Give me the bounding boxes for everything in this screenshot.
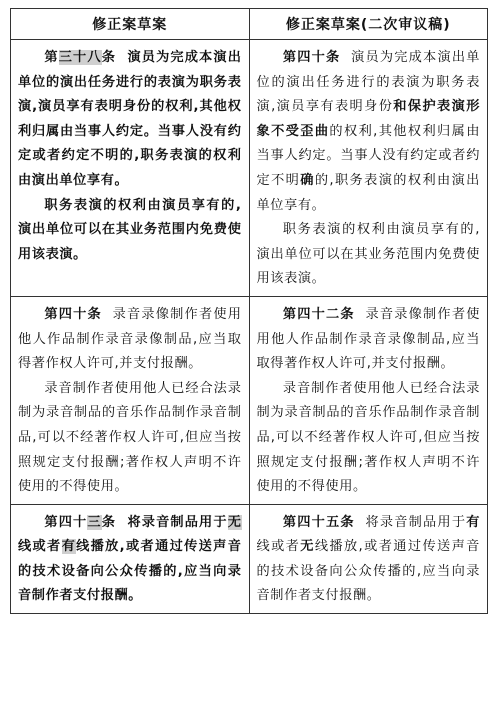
bold-change: 有 — [466, 514, 480, 530]
cell-left-row1 — [11, 40, 250, 297]
paragraph: 职务表演的权利由演员享有的,演出单位可以在其业务范围内免费使用该表演。 — [256, 222, 480, 287]
comparison-table — [10, 8, 488, 614]
cell-right-row3 — [249, 504, 488, 613]
article-number: 第四十三条 — [44, 514, 117, 530]
highlight-change: 有 — [61, 539, 77, 555]
article-number: 第四十二条 — [282, 306, 355, 322]
paragraph: 第四十条 演员为完成本演出单位的演出任务进行的表演为职务表演,演员享有表明身份和保护表演形象不受歪曲的权利,其他权利归属由当事人约定。当事人没有约定或者约定不明确的,职务表演的权利由演出单位享有。 — [256, 50, 480, 213]
highlight-change: 三十八 — [58, 50, 102, 65]
article-number: 第四十条 — [282, 50, 341, 65]
table-row — [11, 40, 488, 297]
header-left: 修正案草案 — [11, 9, 250, 40]
cell-right-row2 — [249, 296, 488, 504]
bold-change: 确 — [300, 172, 315, 188]
cell-left-row3 — [11, 504, 250, 613]
bold-change: 和保护表演形象不受歪曲 — [256, 99, 480, 139]
article-number: 第四十条 — [44, 306, 102, 322]
paragraph: 第四十条 录音录像制作者使用他人作品制作录音录像制品,应当取得著作权人许可,并支付报酬。 — [18, 306, 242, 372]
table-row — [11, 296, 488, 504]
article-number: 第三十八条 — [44, 50, 117, 65]
article-number: 第四十五条 — [282, 514, 355, 530]
paragraph: 录音制作者使用他人已经合法录制为录音制品的音乐作品制作录音制品,可以不经著作权人许可,但应当按照规定支付报酬;著作权人声明不许使用的不得使用。 — [256, 380, 480, 495]
paragraph: 第四十二条 录音录像制作者使用他人作品制作录音录像制品,应当取得著作权人许可,并支付报酬。 — [256, 306, 480, 372]
paragraph: 第四十三条 将录音制品用于无线或者有线播放,或者通过传送声音的技术设备向公众传播的,应当向录音制作者支付报酬。 — [18, 514, 242, 604]
bold-change: 无 — [300, 539, 315, 555]
highlight-change: 三 — [87, 514, 102, 530]
header-row — [11, 9, 488, 40]
highlight-change: 无 — [227, 514, 242, 530]
paragraph-text: 演员为完成本演出单位的演出任务进行的表演为职务表演,演员享有表明身份的权利,其他权利归属由当事人约定。当事人没有约定或者约定不明的,职务表演的权利由演出单位享有。 — [18, 50, 242, 188]
cell-left-row2 — [11, 296, 250, 504]
cell-right-row1 — [249, 40, 488, 297]
header-right: 修正案草案(二次审议稿) — [249, 9, 488, 40]
paragraph: 职务表演的权利由演员享有的,演出单位可以在其业务范围内免费使用该表演。 — [18, 197, 242, 262]
paragraph: 第四十五条 将录音制品用于有线或者无线播放,或者通过传送声音的技术设备向公众传播的,应当向录音制作者支付报酬。 — [256, 514, 480, 604]
table-row — [11, 504, 488, 613]
paragraph — [18, 46, 242, 194]
paragraph: 录音制作者使用他人已经合法录制为录音制品的音乐作品制作录音制品,可以不经著作权人许可,但应当按照规定支付报酬;著作权人声明不许使用的不得使用。 — [18, 380, 242, 495]
